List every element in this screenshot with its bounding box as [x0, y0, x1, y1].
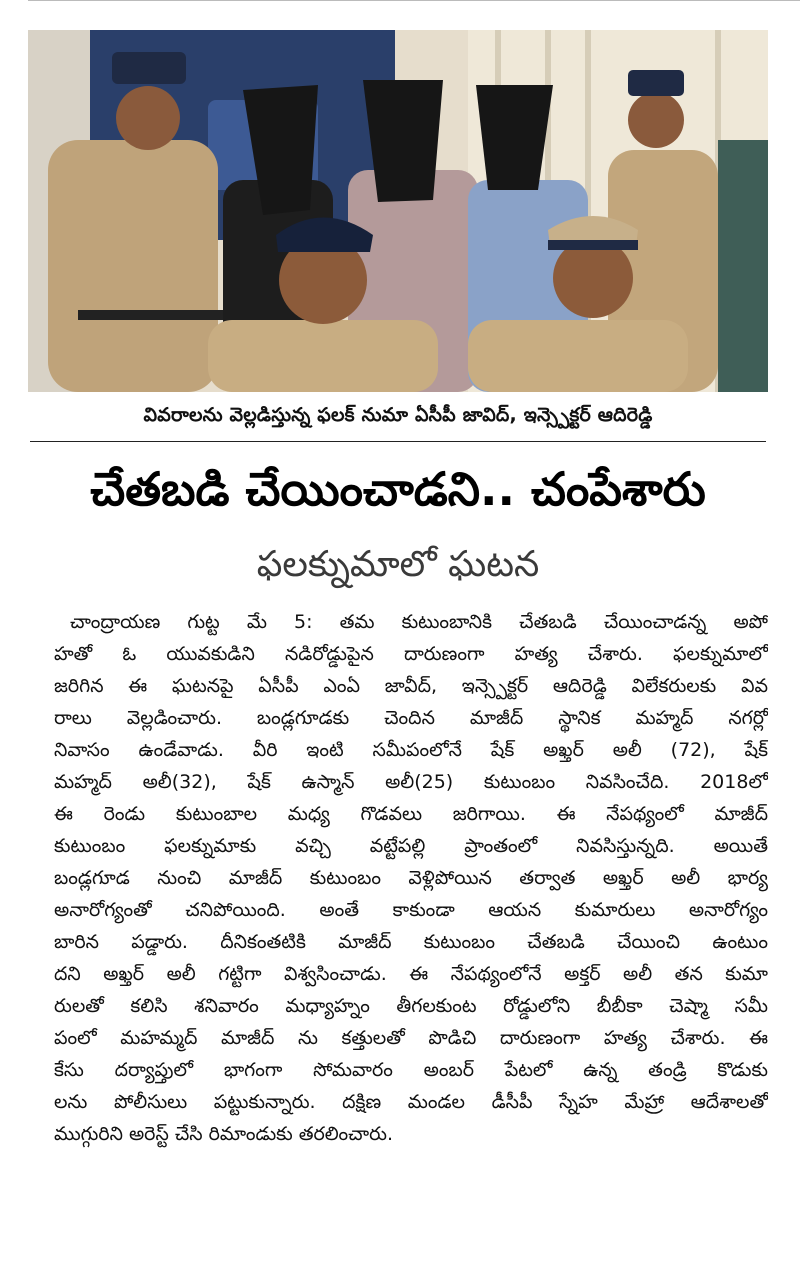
body-line: ఈ రెండు కుటుంబాల మధ్య గొడవలు జరిగాయి. ఈ నేపథ్యంలో మాజీద్	[54, 803, 768, 825]
body-line: అనారోగ్యంతో చనిపోయింది. అంతే కాకుండా ఆయన కుమారులు అనారోగ్యం	[54, 899, 768, 921]
subheadline: ఫలక్నుమాలో ఘటన	[256, 544, 540, 585]
body-line: జరిగిన ఈ ఘటనపై ఏసీపీ ఎంఏ జావీద్, ఇన్స్పెక్టర్ ఆదిరెడ్డి విలేకరులకు వివ	[54, 675, 768, 697]
body-line: ముగ్గురిని అరెస్ట్ చేసి రిమాండుకు తరలించారు.	[54, 1123, 393, 1145]
body-line: దని అఖ్తర్ అలీ గట్టిగా విశ్వసించాడు. ఈ నేపథ్యంలోనే అక్తర్ అలీ తన కుమా	[54, 963, 768, 985]
photo-caption: వివరాలను వెల్లడిస్తున్న ఫలక్ నుమా ఏసీపీ జావిద్, ఇన్స్పెక్టర్ ఆదిరెడ్డి	[143, 404, 653, 426]
body-line: బండ్లగూడ నుంచి మాజీద్ కుటుంబం వెళ్లిపోయిన తర్వాత అఖ్తర్ అలీ భార్య	[54, 867, 768, 889]
caption-divider	[30, 441, 766, 442]
headline: చేతబడి చేయించాడని.. చంపేశారు	[90, 462, 706, 516]
body-line: రాలు వెల్లడించారు. బండ్లగూడకు చెందిన మాజీద్ స్థానిక మహ్మద్ నగర్లో	[54, 707, 768, 729]
body-line: కేసు దర్యాప్తులో భాగంగా సోమవారం అంబర్ పేటలో ఉన్న తండ్రి కొడుకు	[54, 1059, 768, 1081]
body-line: పంలో మహమ్మద్ మాజీద్ ను కత్తులతో పొడిచి దారుణంగా హత్య చేశారు. ఈ	[54, 1027, 768, 1049]
body-line: మహ్మద్ అలీ(32), షేక్ ఉస్మాన్ అలీ(25) కుటుంబం నివసించేది. 2018లో	[54, 771, 768, 793]
body-line: హతో ఓ యువకుడిని నడిరోడ్డుపైన దారుణంగా హత్య చేశారు. ఫలక్నుమాలో	[54, 643, 768, 665]
body-line: బారిన పడ్డారు. దీనికంతటికి మాజీద్ కుటుంబం చేతబడి చేయించి ఉంటుం	[54, 931, 768, 953]
article-body	[54, 606, 768, 1150]
news-photo	[28, 30, 768, 392]
body-line: లను పోలీసులు పట్టుకున్నారు. దక్షిణ మండల డీసీపీ స్నేహ మేహ్రా ఆదేశాలతో	[54, 1091, 768, 1113]
body-line: కుటుంబం ఫలక్నుమాకు వచ్చి వట్టేపల్లి ప్రాంతంలో నివసిస్తున్నది. అయితే	[54, 835, 768, 857]
page-top-edge	[28, 0, 800, 19]
body-line: రులతో కలిసి శనివారం మధ్యాహ్నం తీగలకుంట రోడ్డులోని బీబీకా చెష్మా సమీ	[54, 995, 768, 1017]
body-line: నివాసం ఉండేవాడు. వీరి ఇంటి సమీపంలోనే షేక్ అఖ్తర్ అలీ (72), షేక్	[54, 739, 768, 761]
body-line: చాంద్రాయణ గుట్ట మే 5: తమ కుటుంబానికి చేతబడి చేయించాడన్న అపో	[70, 611, 768, 633]
